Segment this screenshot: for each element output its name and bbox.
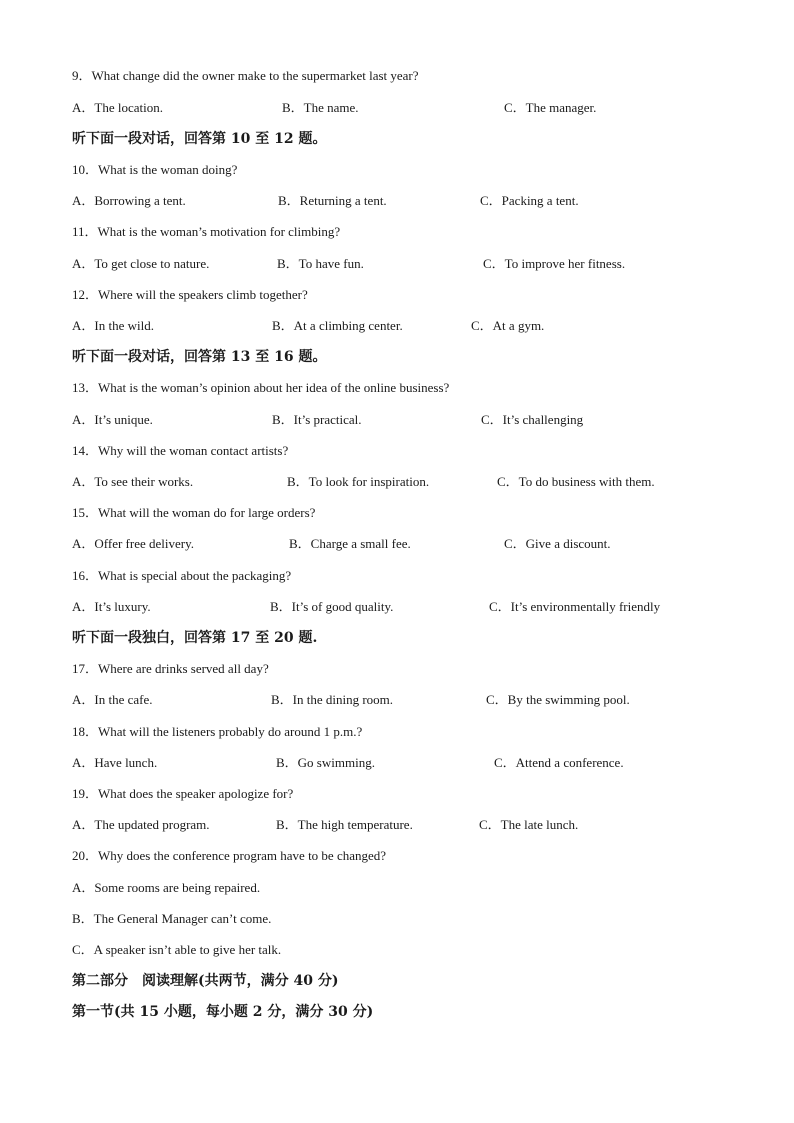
q18-option-b: B．Go swimming. [276,755,375,770]
q9-option-b: B．The name. [282,100,359,115]
q10-option-a: A．Borrowing a tent. [72,193,186,208]
q15-option-c: C．Give a discount. [504,536,611,551]
question-13: 13．What is the woman’s opinion about her idea of the online business? [72,380,450,395]
q12-option-a: A．In the wild. [72,318,154,333]
question-18: 18．What will the listeners probably do around 1 p.m.? [72,724,363,739]
section-one-title: 第一节(共 15 小题，每小题 2 分，满分 30 分) [72,1004,374,1020]
q15-option-b: B．Charge a small fee. [289,536,411,551]
question-14: 14．Why will the woman contact artists? [72,443,289,458]
q20-option-a: A．Some rooms are being repaired. [72,880,261,895]
q20-option-b: B．The General Manager can’t come. [72,911,272,926]
q16-option-b: B．It’s of good quality. [270,599,394,614]
q9-option-a: A．The location. [72,100,163,115]
q10-option-c: C．Packing a tent. [480,193,579,208]
q18-option-c: C．Attend a conference. [494,755,624,770]
section-heading-17-20: 听下面一段独白，回答第 17 至 20 题. [72,630,318,646]
q16-option-c: C．It’s environmentally friendly [489,599,661,614]
part-two-title: 第二部分 阅读理解(共两节，满分 40 分) [72,973,339,989]
q15-option-a: A．Offer free delivery. [72,536,194,551]
question-11: 11．What is the woman’s motivation for climbing? [72,224,341,239]
q12-option-c: C．At a gym. [471,318,545,333]
q10-option-b: B．Returning a tent. [278,193,387,208]
q18-option-a: A．Have lunch. [72,755,158,770]
q14-option-c: C．To do business with them. [497,474,655,489]
question-17: 17．Where are drinks served all day? [72,661,269,676]
section-heading-13-16: 听下面一段对话，回答第 13 至 16 题。 [72,349,327,365]
question-16: 16．What is special about the packaging? [72,568,292,583]
q11-option-c: C．To improve her fitness. [483,256,626,271]
q12-option-b: B．At a climbing center. [272,318,403,333]
q19-option-c: C．The late lunch. [479,817,579,832]
q17-option-b: B．In the dining room. [271,692,394,707]
q19-option-a: A．The updated program. [72,817,210,832]
section-heading-10-12: 听下面一段对话，回答第 10 至 12 题。 [72,131,327,147]
q13-option-c: C．It’s challenging [481,412,584,427]
q20-option-c: C．A speaker isn’t able to give her talk. [72,942,282,957]
q11-option-b: B．To have fun. [277,256,364,271]
q14-option-b: B．To look for inspiration. [287,474,430,489]
q16-option-a: A．It’s luxury. [72,599,151,614]
q9-option-c: C．The manager. [504,100,597,115]
q19-option-b: B．The high temperature. [276,817,413,832]
question-12: 12．Where will the speakers climb together? [72,287,308,302]
q13-option-b: B．It’s practical. [272,412,362,427]
q14-option-a: A．To see their works. [72,474,194,489]
question-15: 15．What will the woman do for large orders? [72,505,316,520]
q13-option-a: A．It’s unique. [72,412,153,427]
question-10: 10．What is the woman doing? [72,162,238,177]
question-9: 9．What change did the owner make to the supermarket last year? [72,68,419,83]
q11-option-a: A．To get close to nature. [72,256,210,271]
question-20: 20．Why does the conference program have to be changed? [72,848,387,863]
question-19: 19．What does the speaker apologize for? [72,786,294,801]
q17-option-c: C．By the swimming pool. [486,692,630,707]
q17-option-a: A．In the cafe. [72,692,153,707]
